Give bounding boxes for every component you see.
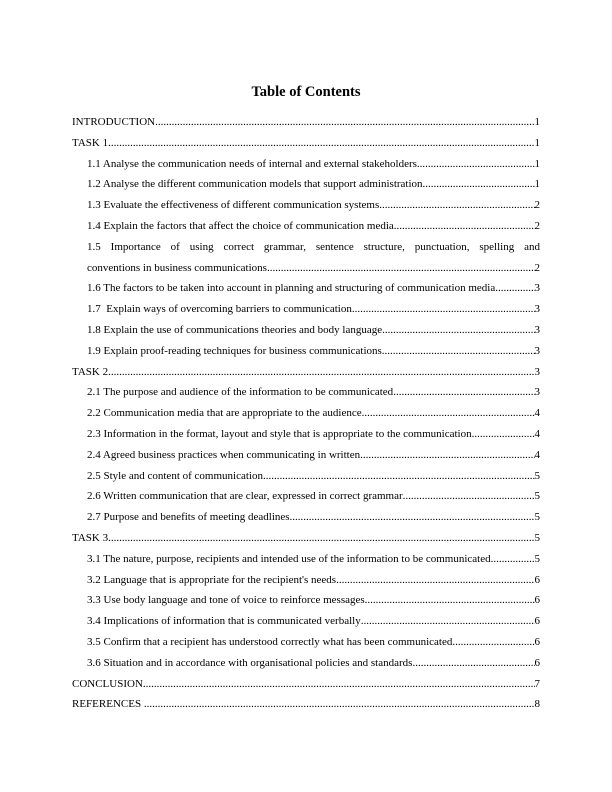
toc-page-number: 6 (534, 635, 540, 648)
toc-leader-dots (382, 320, 534, 341)
toc-page-number: 5 (534, 531, 540, 544)
toc-leader-dots (361, 611, 535, 632)
toc-entry-task-1[interactable] (72, 133, 540, 154)
toc-leader-dots (108, 133, 534, 154)
toc-page-number: 6 (534, 594, 540, 607)
toc-entry-label: 1.9 Explain proof-reading techniques for business communications (87, 344, 382, 357)
toc-leader-dots (472, 424, 535, 445)
toc-entry-label: 2.4 Agreed business practices when communicating in written (87, 448, 361, 461)
toc-entry-1-6[interactable] (72, 278, 540, 299)
toc-page-number: 1 (534, 157, 540, 170)
toc-page-number: 3 (534, 386, 540, 399)
toc-page-number: 7 (534, 677, 540, 690)
toc-entry-3-5[interactable] (72, 632, 540, 653)
toc-leader-dots (452, 632, 534, 653)
toc-page-number: 5 (534, 490, 540, 503)
toc-entry-3-4[interactable] (72, 611, 540, 632)
toc-page-number: 3 (534, 365, 540, 378)
toc-entry-label: 2.2 Communication media that are appropriate to the audience (87, 407, 362, 420)
toc-entry-label: INTRODUCTION (72, 116, 156, 128)
toc-leader-dots (290, 507, 535, 528)
toc-leader-dots (108, 528, 534, 549)
toc-leader-dots (495, 278, 534, 299)
toc-entry-label: 3.3 Use body language and tone of voice to reinforce messages (87, 594, 365, 607)
toc-page-number: 2 (534, 219, 540, 232)
toc-page-number: 8 (534, 698, 540, 711)
toc-entry-3-6[interactable] (72, 653, 540, 674)
toc-entry-2-3[interactable] (72, 424, 540, 445)
toc-entry-label: 2.6 Written communication that are clear, expressed in correct grammar (87, 490, 403, 503)
toc-entry-label: 1.7 Explain ways of overcoming barriers to communication (87, 303, 352, 316)
toc-entry-label: 2.7 Purpose and benefits of meeting deadlines (87, 511, 290, 524)
toc-entry-label: 1.3 Evaluate the effectiveness of different communication systems (87, 199, 380, 212)
toc-entry-label: 2.1 The purpose and audience of the information to be communicated (87, 386, 394, 399)
toc-entry-label: TASK 2 (72, 365, 109, 378)
toc-page-number: 4 (534, 448, 540, 461)
toc-page-number: 6 (534, 573, 540, 586)
toc-entry-conclusion[interactable] (72, 674, 540, 695)
toc-leader-dots (336, 570, 534, 591)
toc-page-number: 6 (534, 656, 540, 669)
toc-entry-2-6[interactable] (72, 486, 540, 507)
toc-page-number: 4 (534, 427, 540, 440)
toc-leader-dots (382, 341, 535, 362)
toc-leader-dots (155, 112, 534, 133)
toc-page-number: 2 (534, 261, 540, 274)
toc-entry-label: CONCLUSION (72, 677, 143, 690)
toc-entry-label: 3.4 Implications of information that is communicated verbally (87, 615, 361, 628)
toc-entry-label: 1.4 Explain the factors that affect the choice of communication media (87, 219, 394, 232)
toc-leader-dots (108, 362, 534, 383)
toc-entry-label: 3.5 Confirm that a recipient has understood correctly what has been communicated (87, 635, 453, 648)
toc-entry-introduction[interactable] (72, 112, 540, 133)
toc-page-number: 6 (534, 615, 540, 628)
toc-page-number: 1 (534, 136, 540, 149)
toc-entry-3-1[interactable] (72, 549, 540, 570)
toc-entry-label: 3.1 The nature, purpose, recipients and intended use of the information to be communicated. (87, 552, 494, 565)
toc-leader-dots (263, 466, 535, 487)
toc-entry-2-1[interactable] (72, 382, 540, 403)
toc-entry-1-4[interactable] (72, 216, 540, 237)
toc-entry-1-8[interactable] (72, 320, 540, 341)
toc-entry-2-4[interactable] (72, 445, 540, 466)
toc-entry-task-2[interactable] (72, 362, 540, 383)
toc-leader-dots (393, 382, 534, 403)
toc-page-number: 3 (534, 323, 540, 336)
toc-leader-dots (379, 195, 534, 216)
toc-page-number: 2 (534, 199, 540, 212)
toc-leader-dots (144, 694, 535, 715)
toc-entry-label: 1.1 Analyse the communication needs of internal and external stakeholders (87, 157, 417, 170)
toc-entry-2-2[interactable] (72, 403, 540, 424)
table-of-contents (72, 112, 540, 715)
toc-leader-dots (362, 403, 535, 424)
toc-page-number: 3 (534, 282, 540, 295)
toc-entry-2-7[interactable] (72, 507, 540, 528)
toc-leader-dots (143, 674, 535, 695)
toc-entry-label: 2.5 Style and content of communication (87, 469, 263, 482)
toc-entry-1-7[interactable] (72, 299, 540, 320)
toc-entry-1-5-line-2[interactable] (72, 258, 540, 279)
toc-entry-label: 1.2 Analyse the different communication models that support administration (87, 178, 423, 191)
toc-entry-task-3[interactable] (72, 528, 540, 549)
toc-entry-label: 3.2 Language that is appropriate for the recipient's needs (87, 573, 337, 586)
page-title: Table of Contents (251, 84, 361, 100)
toc-entry-1-3[interactable] (72, 195, 540, 216)
toc-entry-label: 3.6 Situation and in accordance with organisational policies and standards (87, 656, 413, 669)
toc-page-number: 4 (534, 407, 540, 420)
toc-leader-dots (267, 258, 535, 279)
toc-entry-1-5-line-1[interactable]: 1.5 Importance of using correct grammar, sentence structure, punctuation, spelling and (87, 240, 540, 253)
toc-page-number: 5 (534, 469, 540, 482)
toc-entry-3-3[interactable] (72, 590, 540, 611)
toc-entry-1-9[interactable] (72, 341, 540, 362)
toc-leader-dots (423, 174, 535, 195)
toc-leader-dots (352, 299, 535, 320)
toc-entry-label: REFERENCES (72, 698, 144, 711)
toc-entry-1-2[interactable] (72, 174, 540, 195)
toc-entry-label: TASK 1 (72, 136, 109, 149)
toc-leader-dots (403, 486, 535, 507)
toc-entry-2-5[interactable] (72, 466, 540, 487)
toc-entry-label: TASK 3 (72, 531, 109, 544)
toc-leader-dots (412, 653, 534, 674)
toc-entry-label: 1.8 Explain the use of communications theories and body language (87, 323, 383, 336)
toc-leader-dots (360, 445, 534, 466)
toc-entry-references[interactable] (72, 694, 540, 715)
toc-page-number: 3 (534, 303, 540, 316)
toc-entry-3-2[interactable] (72, 570, 540, 591)
toc-page-number: 1 (534, 116, 540, 128)
toc-page-number: 3 (534, 344, 540, 357)
toc-leader-dots (417, 154, 535, 175)
toc-leader-dots (365, 590, 535, 611)
toc-leader-dots (493, 549, 534, 570)
toc-page-number: 1 (534, 178, 540, 191)
toc-entry-label: 2.3 Information in the format, layout and style that is appropriate to the communication (87, 427, 472, 440)
toc-page-number: 5 (534, 511, 540, 524)
toc-leader-dots (394, 216, 535, 237)
toc-page-number: 5 (534, 552, 540, 565)
toc-entry-1-1[interactable] (72, 154, 540, 175)
toc-entry-label: conventions in business communications (87, 261, 267, 274)
toc-entry-label: 1.6 The factors to be taken into account in planning and structuring of communication media (87, 282, 496, 295)
